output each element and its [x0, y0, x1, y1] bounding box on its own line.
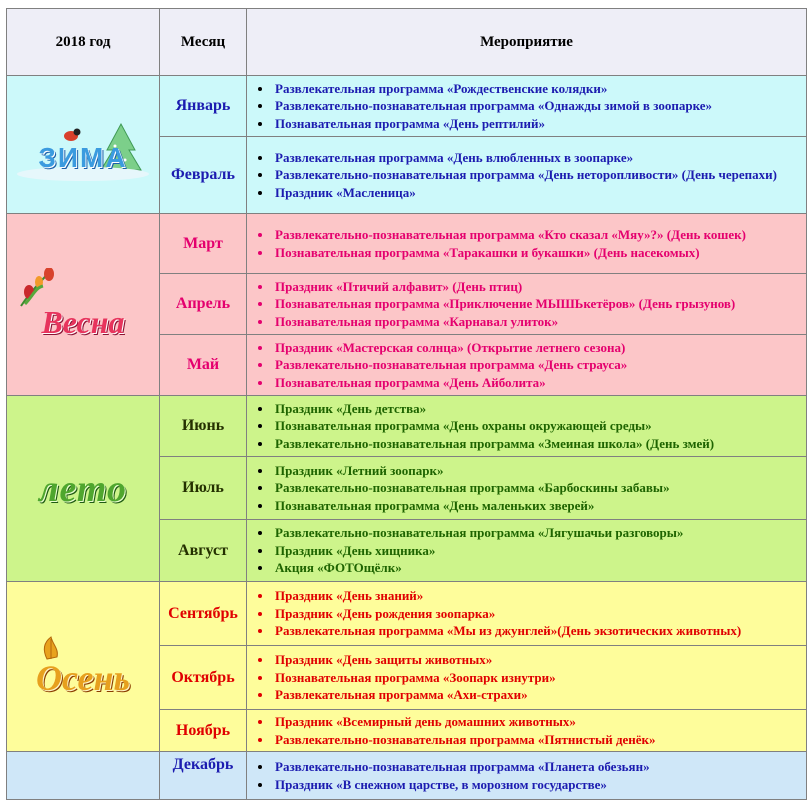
- table-row: [7, 214, 807, 274]
- list-item: • Развлекательная программа «День влюбленных в зоопарке»: [273, 149, 806, 167]
- season-label-autumn: Осень: [36, 657, 130, 698]
- table-header-row: [7, 9, 807, 76]
- list-item: • Развлекательно-познавательная программа «Змеиная школа» (День змей): [273, 435, 806, 453]
- table-row: [7, 582, 807, 646]
- list-item: • Развлекательно-познавательная программа «Барбоскины забавы»: [273, 479, 806, 497]
- month-december: Декабрь: [160, 752, 247, 800]
- list-item: • Познавательная программа «День маленьких зверей»: [273, 497, 806, 515]
- month-october: Октябрь: [160, 646, 247, 710]
- list-item: • Праздник «В снежном царстве, в морозном государстве»: [273, 776, 806, 794]
- table-row: [7, 76, 807, 137]
- season-cell-december: [7, 752, 160, 800]
- events-july: [247, 457, 807, 520]
- list-item: • Развлекательно-познавательная программа «Планета обезьян»: [273, 758, 806, 776]
- season-cell-winter: [7, 76, 160, 214]
- events-april: [247, 274, 807, 335]
- list-item: • Развлекательно-познавательная программа «Кто сказал «Мяу»?» (День кошек): [273, 226, 806, 244]
- season-label-summer: лето: [39, 467, 127, 510]
- season-cell-autumn: [7, 582, 160, 752]
- season-label-spring: Весна: [41, 304, 125, 340]
- events-december: [247, 752, 807, 800]
- list-item: • Праздник «Летний зоопарк»: [273, 462, 806, 480]
- list-item: • Праздник «День рождения зоопарка»: [273, 605, 806, 623]
- events-february: [247, 137, 807, 214]
- list-item: • Познавательная программа «Приключение МЫШЬкетёров» (День грызунов): [273, 295, 806, 313]
- month-september: Сентябрь: [160, 582, 247, 646]
- header-month: Месяц: [160, 9, 247, 76]
- list-item: • Развлекательная программа «Рождественские колядки»: [273, 80, 806, 98]
- events-june: [247, 396, 807, 457]
- list-item: • Развлекательно-познавательная программа «День страуса»: [273, 356, 806, 374]
- list-item: • Познавательная программа «День рептилий»: [273, 115, 806, 133]
- season-cell-spring: [7, 214, 160, 396]
- header-event: Мероприятие: [247, 9, 807, 76]
- list-item: • Акция «ФОТОщёлк»: [273, 559, 806, 577]
- list-item: • Развлекательно-познавательная программа «Лягушачьи разговоры»: [273, 524, 806, 542]
- list-item: • Развлекательно-познавательная программа «День неторопливости» (День черепахи): [273, 166, 806, 184]
- month-january: Январь: [160, 76, 247, 137]
- events-march: [247, 214, 807, 274]
- list-item: • Познавательная программа «День Айболита»: [273, 374, 806, 392]
- events-november: [247, 710, 807, 752]
- list-item: • Познавательная программа «День охраны окружающей среды»: [273, 417, 806, 435]
- season-cell-summer: [7, 396, 160, 582]
- list-item: • Праздник «День защиты животных»: [273, 651, 806, 669]
- list-item: • Развлекательная программа «Ахи-страхи»: [273, 686, 806, 704]
- list-item: • Праздник «Масленица»: [273, 184, 806, 202]
- month-february: Февраль: [160, 137, 247, 214]
- month-april: Апрель: [160, 274, 247, 335]
- table-row: [7, 396, 807, 457]
- header-year: 2018 год: [7, 9, 160, 76]
- list-item: • Праздник «День детства»: [273, 400, 806, 418]
- events-october: [247, 646, 807, 710]
- list-item: • Познавательная программа «Зоопарк изнутри»: [273, 669, 806, 687]
- list-item: • Развлекательно-познавательная программа «Пятнистый денёк»: [273, 731, 806, 749]
- list-item: • Праздник «Птичий алфавит» (День птиц): [273, 278, 806, 296]
- events-september: [247, 582, 807, 646]
- month-july: Июль: [160, 457, 247, 520]
- list-item: • Праздник «Мастерская солнца» (Открытие летнего сезона): [273, 339, 806, 357]
- list-item: • Развлекательно-познавательная программа «Однажды зимой в зоопарке»: [273, 97, 806, 115]
- month-august: Август: [160, 520, 247, 582]
- season-label-winter: ЗИМА: [38, 141, 128, 173]
- month-june: Июнь: [160, 396, 247, 457]
- list-item: • Развлекательная программа «Мы из джунглей»(День экзотических животных): [273, 622, 806, 640]
- table-row: [7, 752, 807, 800]
- month-november: Ноябрь: [160, 710, 247, 752]
- list-item: • Познавательная программа «Таракашки и букашки» (День насекомых): [273, 244, 806, 262]
- events-august: [247, 520, 807, 582]
- list-item: • Праздник «Всемирный день домашних животных»: [273, 713, 806, 731]
- list-item: • Праздник «День хищника»: [273, 542, 806, 560]
- month-march: Март: [160, 214, 247, 274]
- list-item: • Праздник «День знаний»: [273, 587, 806, 605]
- month-may: Май: [160, 335, 247, 396]
- events-schedule-table: [6, 8, 807, 800]
- list-item: • Познавательная программа «Карнавал улиток»: [273, 313, 806, 331]
- events-january: [247, 76, 807, 137]
- spring-flowers-icon: [13, 268, 153, 308]
- events-may: [247, 335, 807, 396]
